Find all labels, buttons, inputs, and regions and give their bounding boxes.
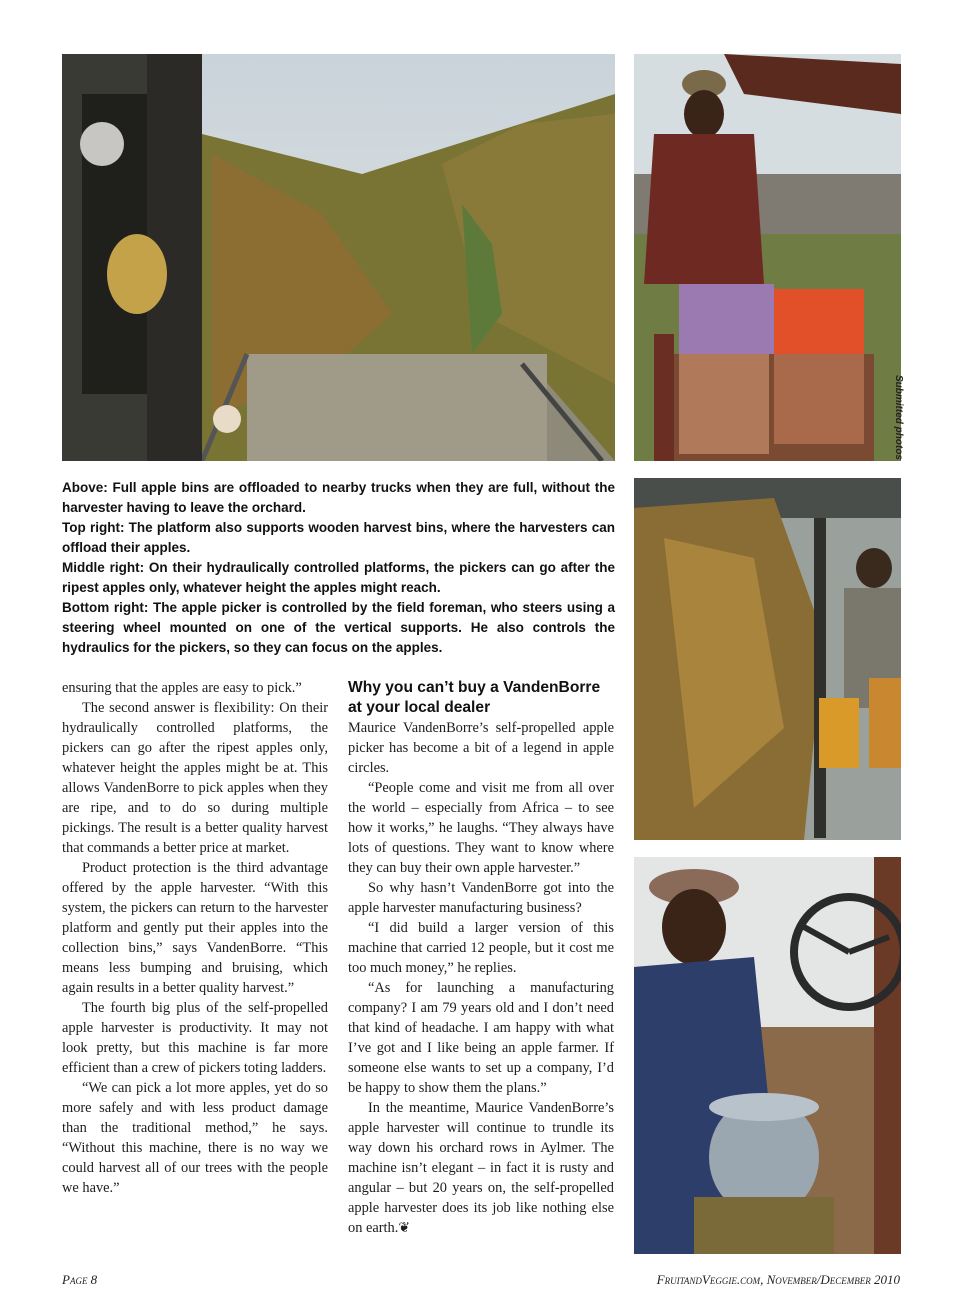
- article-column-left: [62, 678, 328, 1198]
- worker-with-bins-icon: [634, 54, 901, 461]
- photo-credit: Submitted photos: [893, 375, 904, 460]
- article-paragraph: Product protection is the third advantage offered by the apple harvester. “With this system, the pickers can return to the harvester platform and gently put their apples into the collection bins,” says VandenBorre. “This means less bumping and bruising, which again results in a better quality harvest.”: [62, 860, 328, 996]
- sidebar-column: [348, 678, 614, 1239]
- article-paragraph: The second answer is flexibility: On their hydraulically controlled platforms, the pickers can go after the ripest apples only, whatever height the apples might be at. This allows VandenBorre to pick apples when they are ripe, and to do so during multiple pickings. The result is a better quality harvest that commands a better price at market.: [62, 700, 328, 856]
- sidebar-heading: Why you can’t buy a VandenBorre at your local dealer: [348, 679, 601, 716]
- caption-above: Above: Full apple bins are offloaded to nearby trucks when they are full, without the harvester having to leave the orchard.: [62, 480, 615, 515]
- caption-bottom-right: Bottom right: The apple picker is controlled by the field foreman, who steers using a steering wheel mounted on one of the vertical supports. He also controls the hydraulics for the pickers, so they can focus on the apples.: [62, 600, 615, 655]
- sidebar-paragraph: “As for launching a manufacturing company? I am 79 years old and I don’t need that kind of headache. I am happy with what I’ve got and I like being an apple farmer. If someone else wants to set up a company, I’d be happy to show them the plans.”: [348, 980, 614, 1096]
- worker-bins-photo: [634, 54, 901, 461]
- caption-middle-right: Middle right: On their hydraulically controlled platforms, the pickers can go after the ripest apples only, whatever height the apples might reach.: [62, 560, 615, 595]
- article-paragraph: ensuring that the apples are easy to pick.”: [62, 680, 302, 696]
- article-paragraph: “We can pick a lot more apples, yet do so more safely and with less product damage than the traditional method,” he says. “Without this machine, there is no way we could harvest all of our trees with the people we have.”: [62, 1080, 328, 1196]
- sidebar-paragraph: [348, 1098, 614, 1239]
- page-number: Page 8: [62, 1272, 98, 1287]
- picker-in-trees-photo: [634, 478, 901, 840]
- end-mark-icon: ❦: [398, 1221, 411, 1236]
- foreman-steering-photo: [634, 857, 901, 1254]
- sidebar-paragraph: “I did build a larger version of this machine that carried 12 people, but it cost me too much money,” he replies.: [348, 920, 614, 976]
- caption-top-right: Top right: The platform also supports wooden harvest bins, where the harvesters can offload their apples.: [62, 520, 615, 555]
- article-paragraph: The fourth big plus of the self-propelled apple harvester is productivity. It may not look pretty, but this machine is far more efficient than a crew of pickers toting ladders.: [62, 1000, 328, 1076]
- sidebar-paragraph: “People come and visit me from all over the world – especially from Africa – to see how it works,” he laughs. “They always have lots of questions. They want to know where they can buy their own apple harvester.”: [348, 780, 614, 876]
- picker-in-trees-icon: [634, 478, 901, 840]
- sidebar-paragraph: So why hasn’t VandenBorre got into the apple harvester manufacturing business?: [348, 880, 614, 916]
- orchard-harvester-photo: [62, 54, 615, 461]
- foreman-steering-wheel-icon: [634, 857, 901, 1254]
- photo-captions: [62, 478, 615, 658]
- sidebar-paragraph: Maurice VandenBorre’s self-propelled apple picker has become a bit of a legend in apple circles.: [348, 720, 614, 776]
- publication-footer: FruitandVeggie.com, November/December 2010: [656, 1272, 900, 1287]
- sidebar-final-text: In the meantime, Maurice VandenBorre’s apple harvester will continue to trundle its way down his orchard rows in Aylmer. The machine isn’t elegant – in fact it is rusty and angular – but 20 years on, the self-propelled apple harvester does its job like nothing else on earth.: [348, 1100, 614, 1236]
- orchard-harvester-platform-icon: [62, 54, 615, 461]
